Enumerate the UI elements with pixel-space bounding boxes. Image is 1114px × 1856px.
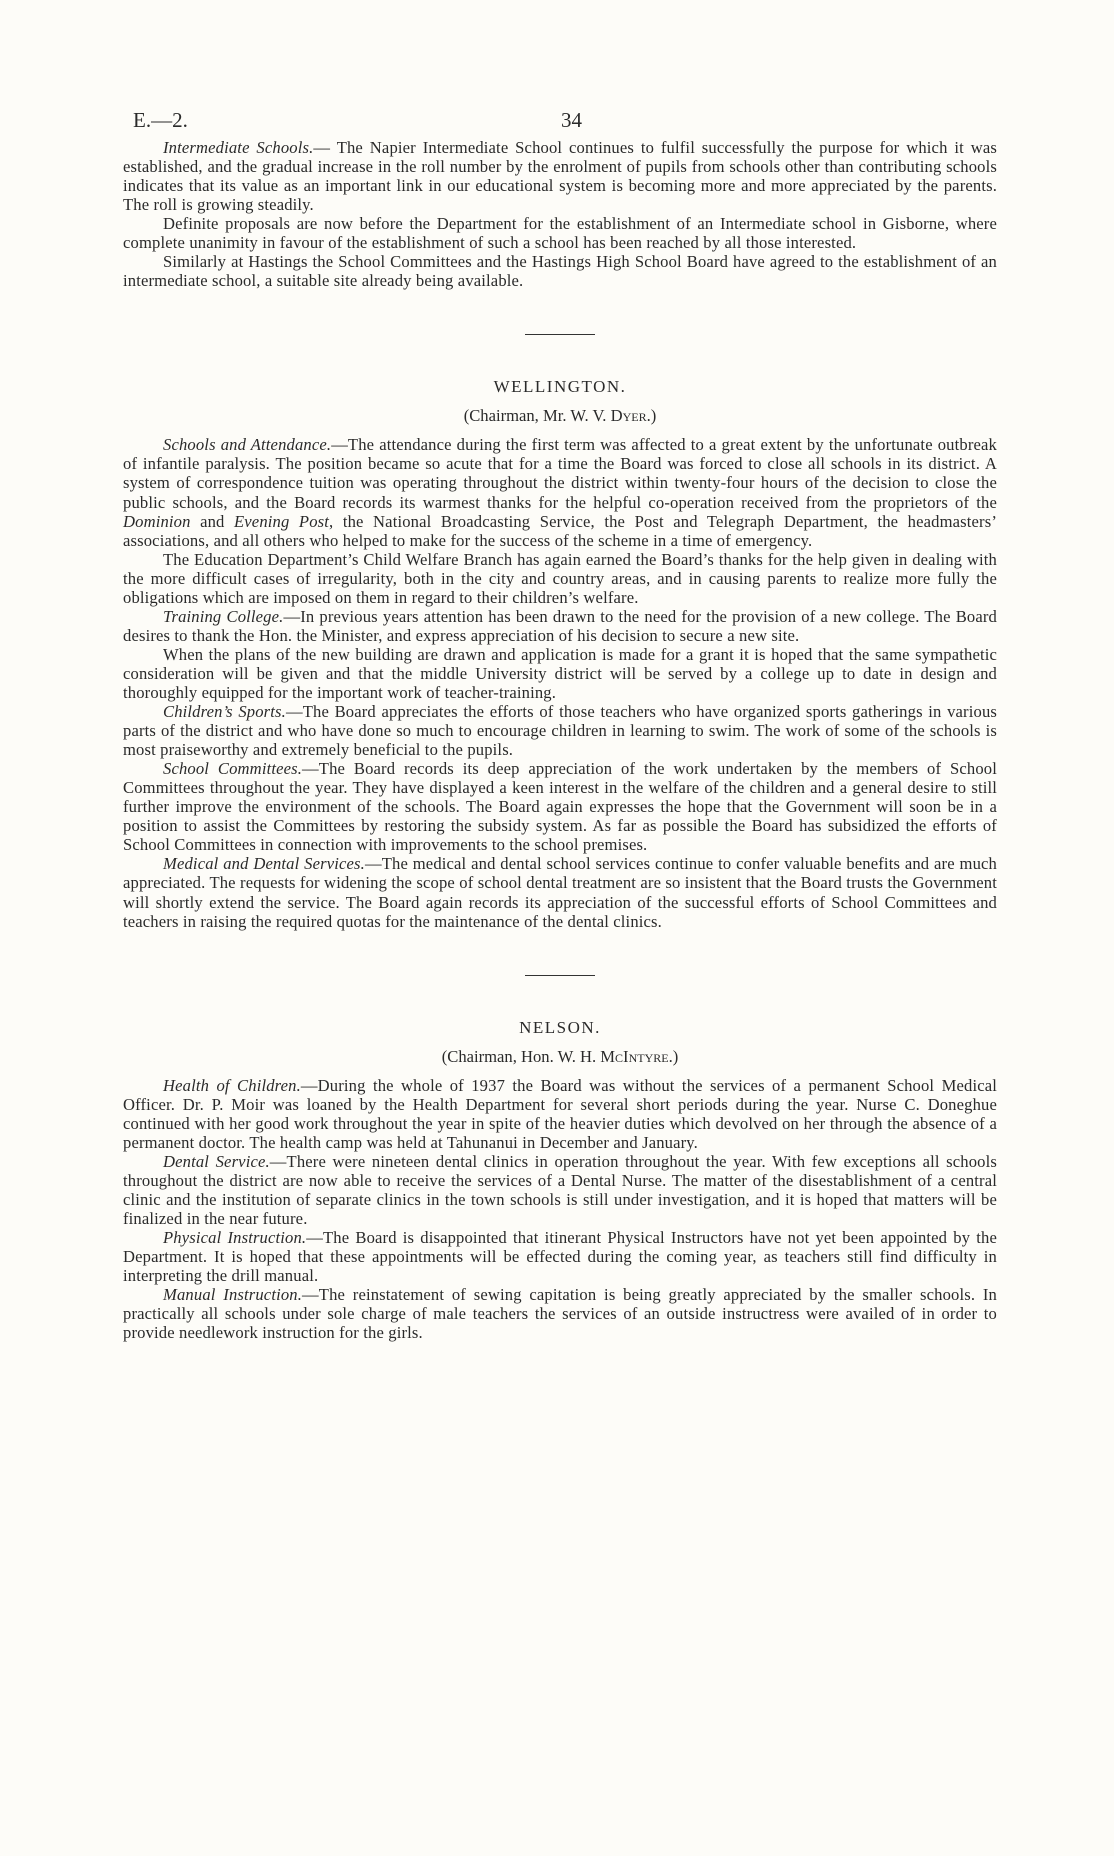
section-title-nelson: NELSON. <box>519 1017 601 1037</box>
paragraph-text: , the National Broadcasting Service, the Post and Telegraph Department, the headmasters’ associations, and all others who helped to make for the success of the scheme in a time of emergency. <box>123 511 998 550</box>
section-chairman <box>123 1047 997 1067</box>
paragraph-heading: Manual Instruction. <box>163 1285 303 1305</box>
paragraph-text: —The medical and dental school services continue to confer valuable benefits and are much appreciated. The requests for widening the scope of school dental treatment are so insistent that the Board trusts the Government will shortly extend the service. The Board again records its appreciation of the successful efforts of School Committees and teachers in raising the required quotas for the maintenance of the dental clinics. <box>123 854 998 931</box>
paragraph-schools-attendance <box>123 435 997 549</box>
paragraph-heading: Health of Children. <box>163 1075 301 1095</box>
paragraph-manual-instruction <box>123 1285 997 1342</box>
paragraph-heading: School Committees. <box>163 759 303 779</box>
document-page <box>123 108 997 1342</box>
section-divider <box>525 334 595 335</box>
paragraph-text: The Education Department’s Child Welfare Branch has again earned the Board’s thanks for the help given in dealing with the more difficult cases of irregularity, both in the city and country areas, and in causing parents to realize more fully the obligations which are imposed on them in regard to their children’s welfare. <box>123 549 997 607</box>
paragraph-dental-service <box>123 1152 997 1228</box>
paragraph-text: —The attendance during the first term was affected to a great extent by the unfortunate outbreak of infantile paralysis. The position became so acute that for a time the Board was forced to close all schools in its district. A system of correspondence tuition was operating throughout the district within twenty-four hours of the decision to close the public schools, and the Board records its warmest thanks for the helpful co-operation received from the proprietors of the <box>123 435 997 512</box>
chairman-prefix: (Chairman, Mr. W. V. <box>463 406 611 426</box>
paragraph-text: —The reinstatement of sewing capitation is being greatly appreciated by the smaller schools. In practically all schools under sole charge of male teachers the services of an outside instructress were availed of in order to provide needlework instruction for the girls. <box>123 1285 997 1343</box>
document-reference: E.—2. <box>133 108 188 132</box>
paragraph-gisborne <box>123 214 997 252</box>
paragraph-text: —There were nineteen dental clinics in operation throughout the year. With few exceptions all schools throughout the district are now able to receive the services of a Dental Nurse. The matter of the disestablishment of a central clinic and the institution of separate clinics in the town schools is still under investigation, and it is hoped that matters will be finalized in the near future. <box>123 1151 997 1228</box>
section-chairman <box>123 406 997 426</box>
chairman-name: Dyer <box>610 406 647 426</box>
paragraph-text: —During the whole of 1937 the Board was without the services of a permanent School Medical Officer. Dr. P. Moir was loaned by the Health Department for several short periods during the year. Nurse C. Doneghue continued with her good work throughout the year in spite of the heavier duties which devolved on her through the absence of a permanent doctor. The health camp was held at Tahunanui in December and January. <box>123 1075 997 1152</box>
chairman-suffix: .) <box>646 406 657 426</box>
paragraph-text: —In previous years attention has been drawn to the need for the provision of a new college. The Board desires to thank the Hon. the Minister, and express appreciation of his decision to secure a new site. <box>123 606 998 645</box>
paragraph-physical-instruction <box>123 1228 997 1285</box>
paragraph-text: —The Board is disappointed that itinerant Physical Instructors have not yet been appointed by the Department. It is hoped that these appointments will be effected during the coming year, as teachers still find difficulty in interpreting the drill manual. <box>123 1227 997 1286</box>
paragraph-text: and <box>190 511 234 531</box>
paragraph-heading: Dental Service. <box>163 1151 270 1171</box>
paragraph-text: Similarly at Hastings the School Committees and the Hastings High School Board have agreed to the establishment of an intermediate school, a suitable site already being available. <box>123 252 997 291</box>
newspaper-name: Evening Post <box>234 511 330 531</box>
paragraph-childrens-sports <box>123 702 997 759</box>
paragraph-heading: Physical Instruction. <box>163 1227 307 1247</box>
paragraph-text: —The Board records its deep appreciation of the work undertaken by the members of School Committees throughout the year. They have displayed a keen interest in the welfare of the children and a general desire to still further improve the environment of the schools. The Board again expresses the hope that the Government will soon be in a position to assist the Committees by restoring the subsidy system. As far as possible the Board has subsidized the efforts of School Committees in connection with improvements to the school premises. <box>123 759 997 855</box>
paragraph-training-college <box>123 607 997 645</box>
paragraph-heading: Schools and Attendance. <box>163 435 332 455</box>
paragraph-heading: Medical and Dental Services. <box>163 854 365 874</box>
page-number: 34 <box>561 108 582 132</box>
page-header <box>123 108 997 138</box>
chairman-name: McIntyre <box>600 1046 669 1066</box>
chairman-suffix: .) <box>668 1046 679 1066</box>
paragraph-intermediate-schools <box>123 138 997 214</box>
paragraph-medical-dental <box>123 854 997 930</box>
paragraph-heading: Training College. <box>163 606 284 626</box>
paragraph-school-committees <box>123 759 997 854</box>
chairman-prefix: (Chairman, Hon. W. H. <box>441 1046 601 1066</box>
paragraph-health-of-children <box>123 1076 997 1152</box>
paragraph-text: — The Napier Intermediate School continues to fulfil successfully the purpose for which it was established, and the gradual increase in the roll number by the enrolment of pupils from schools other than contributing schools indicates that its value as an important link in our educational system is becoming more and more appreciated by the parents. The roll is growing steadily. <box>123 138 997 215</box>
paragraph-heading: Children’s Sports. <box>163 702 286 722</box>
newspaper-name: Dominion <box>123 511 191 531</box>
section-title-wellington: WELLINGTON. <box>493 377 627 397</box>
paragraph-text: Definite proposals are now before the Department for the establishment of an Intermediate school in Gisborne, where complete unanimity in favour of the establishment of such a school has been reached by all those interested. <box>123 214 997 253</box>
paragraph-child-welfare <box>123 550 997 607</box>
section-divider <box>525 975 595 976</box>
paragraph-hastings <box>123 252 997 290</box>
paragraph-new-building <box>123 645 997 702</box>
paragraph-heading: Intermediate Schools. <box>163 138 314 157</box>
paragraph-text: When the plans of the new building are drawn and application is made for a grant it is hoped that the same sympathetic consideration will be given and that the middle University district will be served by a college up to date in design and thoroughly equipped for the important work of teacher-training. <box>123 644 997 702</box>
paragraph-text: —The Board appreciates the efforts of those teachers who have organized sports gatherings in various parts of the district and who have done so much to encourage children in learning to swim. The work of some of the schools is most praiseworthy and extremely beneficial to the pupils. <box>123 702 997 760</box>
